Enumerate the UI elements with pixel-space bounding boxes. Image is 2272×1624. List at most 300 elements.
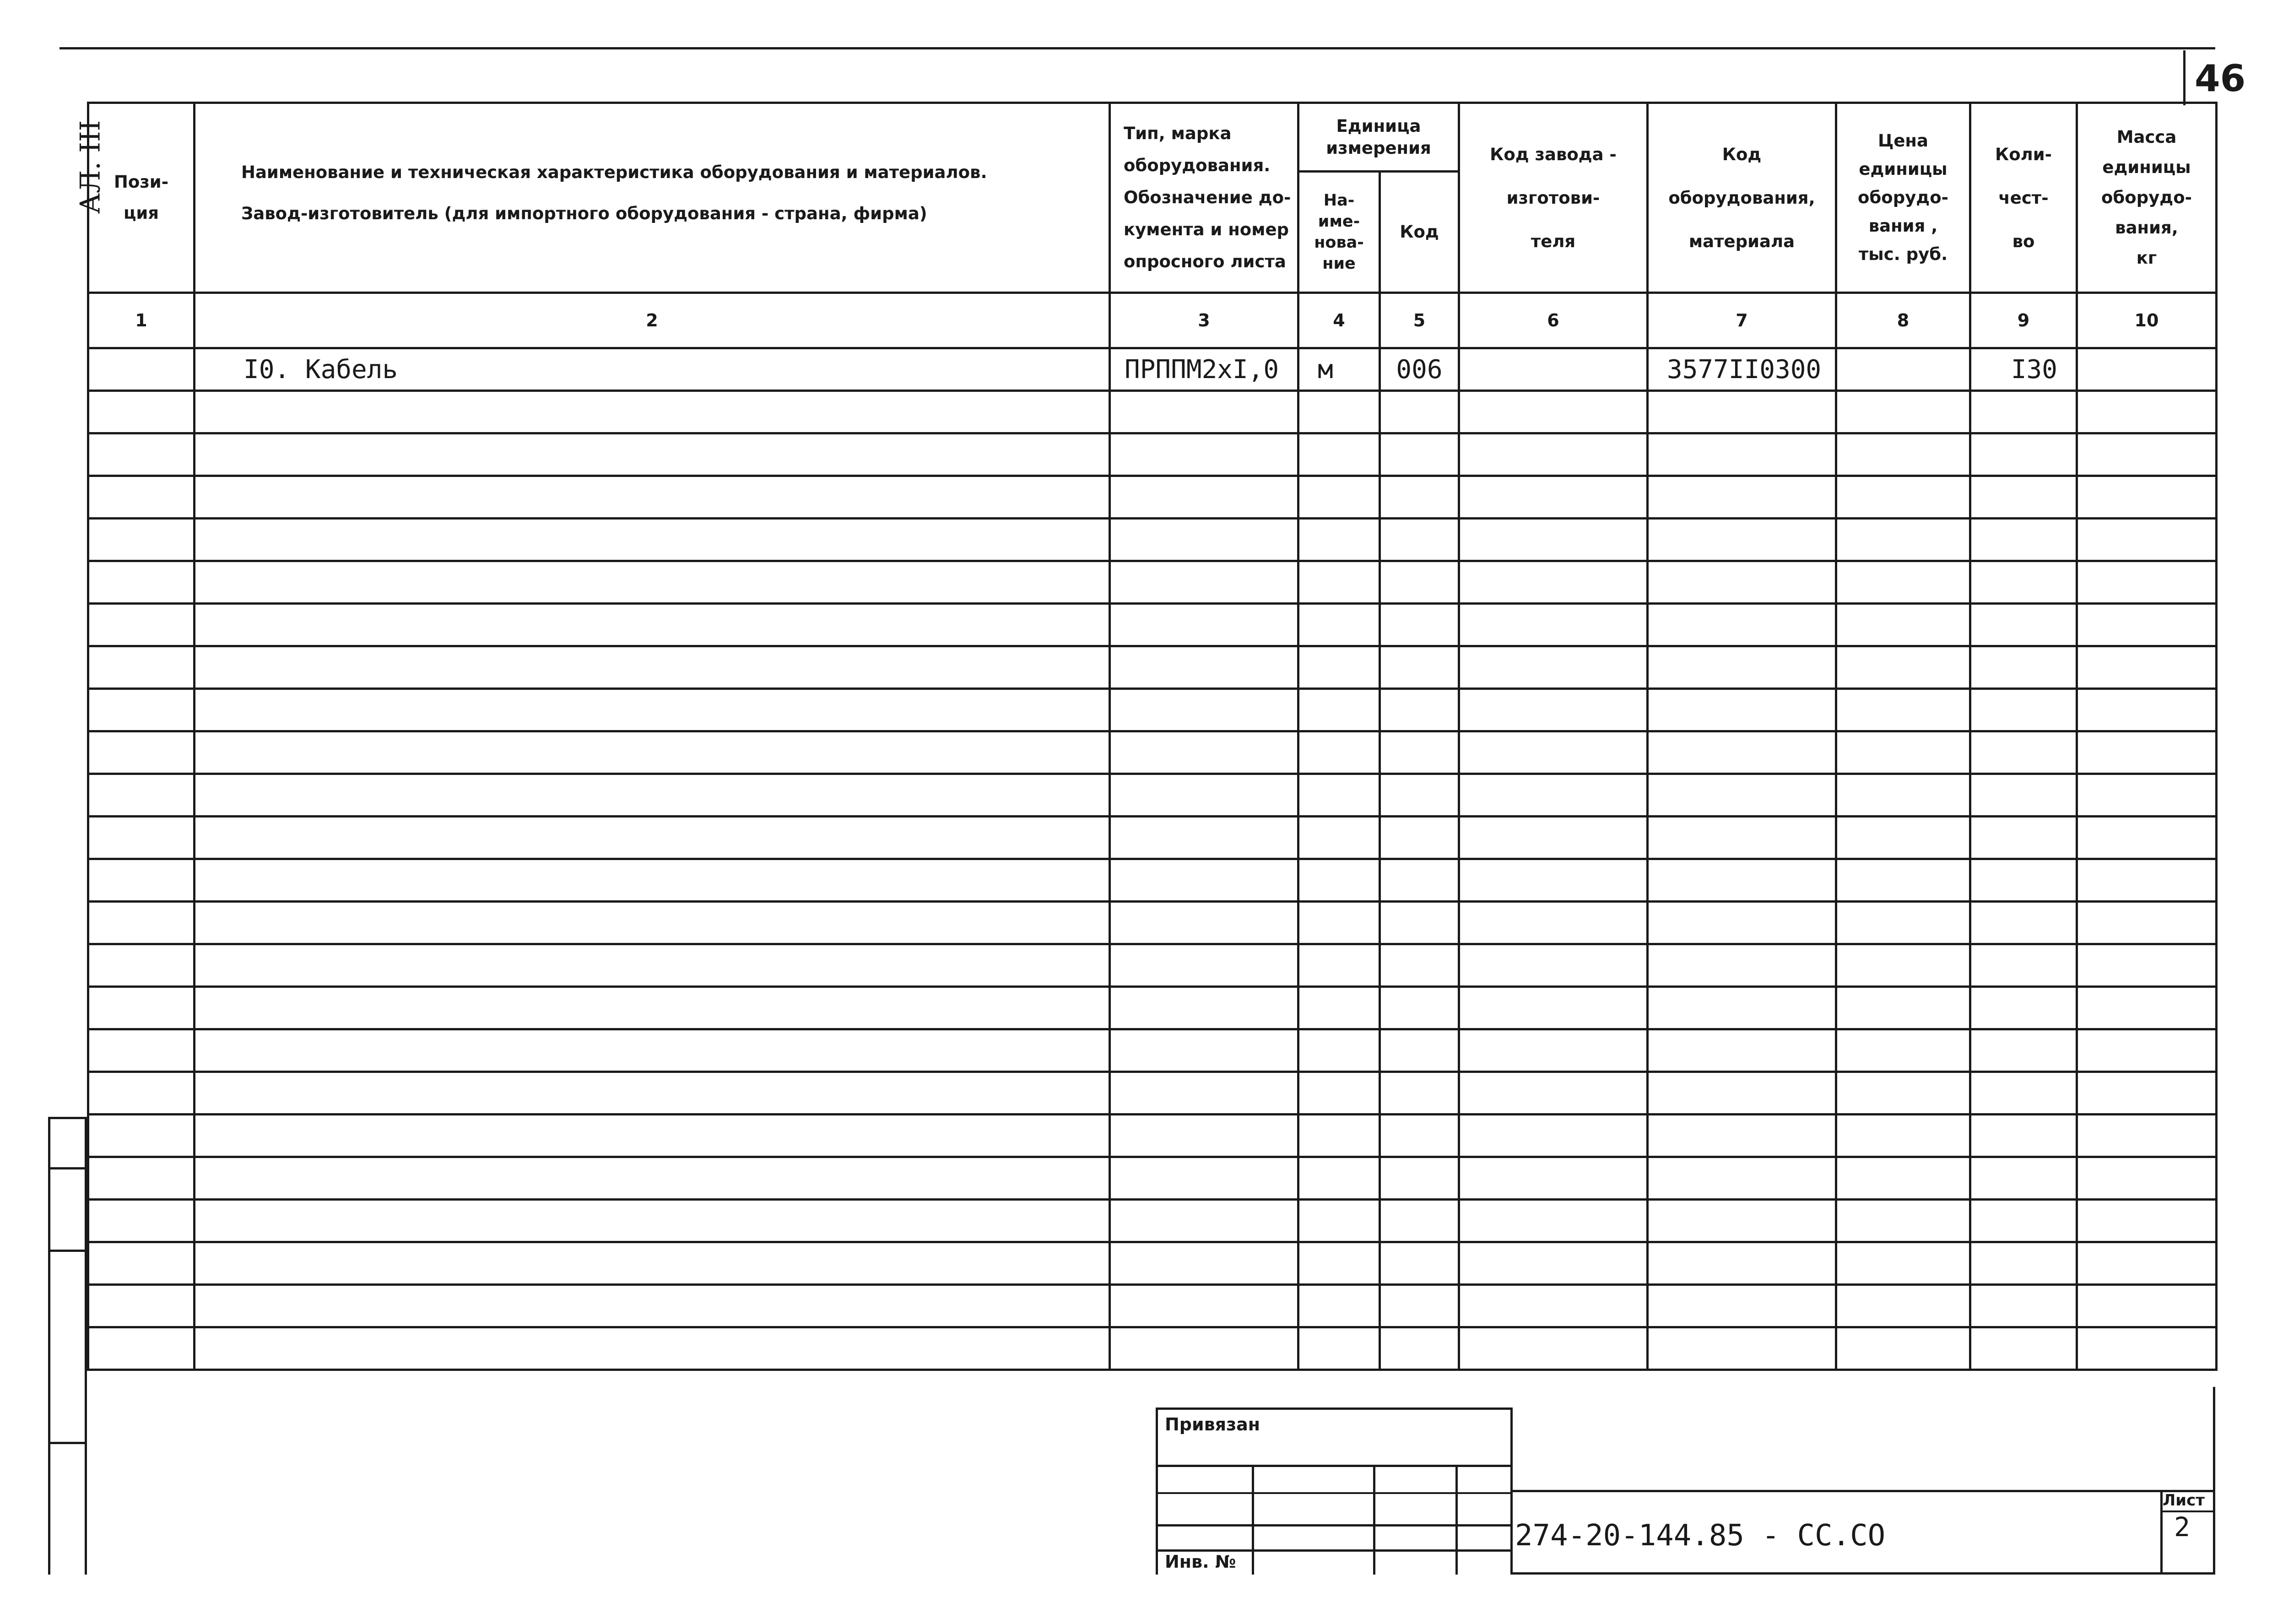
table-row: [88, 561, 2217, 604]
table-cell: [195, 1029, 1110, 1072]
header-unit-code: Код: [1380, 172, 1459, 293]
table-cell: [1648, 859, 1836, 902]
table-cell: [1970, 604, 2077, 646]
column-number: 1: [88, 293, 195, 348]
table-cell: [195, 561, 1110, 604]
table-cell: [1970, 433, 2077, 476]
table-cell: [2077, 944, 2217, 987]
table-cell: [1110, 519, 1298, 561]
cell-mass: [2077, 348, 2217, 391]
table-cell: [1298, 604, 1380, 646]
table-cell: [88, 519, 195, 561]
table-cell: [1648, 817, 1836, 859]
table-cell: [195, 1115, 1110, 1157]
table-cell: [1970, 944, 2077, 987]
table-cell: [1836, 817, 1970, 859]
table-cell: [1459, 1029, 1648, 1072]
table-cell: [1648, 731, 1836, 774]
table-cell: [1459, 817, 1648, 859]
table-cell: [1110, 689, 1298, 731]
document-code: 274-20-144.85 - CC.CO: [1515, 1519, 1886, 1553]
table-cell: [1110, 817, 1298, 859]
empty-rows: [88, 391, 2217, 1370]
table-cell: [1648, 476, 1836, 519]
table-cell: [88, 646, 195, 689]
table-cell: [1970, 646, 2077, 689]
table-cell: [88, 731, 195, 774]
table-cell: [1110, 1242, 1298, 1285]
table-cell: [88, 1327, 195, 1370]
table-cell: [1459, 859, 1648, 902]
stamp-col-3: [1455, 1465, 1458, 1575]
table-cell: [1459, 774, 1648, 817]
column-number: 3: [1110, 293, 1298, 348]
table-cell: [1836, 731, 1970, 774]
table-cell: [1298, 902, 1380, 944]
table-cell: [1970, 476, 2077, 519]
table-row: [88, 731, 2217, 774]
table-cell: [1110, 433, 1298, 476]
header-maker-code: Код завода - изготови- теля: [1459, 103, 1648, 293]
table-cell: [1459, 561, 1648, 604]
table-cell: [2077, 476, 2217, 519]
header-name-line2: Завод-изготовитель (для импортного оборудования - страна, фирма): [241, 204, 927, 223]
table-cell: [1459, 476, 1648, 519]
table-cell: [1380, 391, 1459, 433]
stamp-col-1: [1252, 1465, 1254, 1575]
table-cell: [88, 433, 195, 476]
cell-name: I0. Кабель: [195, 348, 1110, 391]
binding-strip-mid1: [48, 1167, 87, 1169]
table-cell: [2077, 902, 2217, 944]
table-cell: [1648, 944, 1836, 987]
column-number: 8: [1836, 293, 1970, 348]
table-cell: [88, 817, 195, 859]
table-row: [88, 433, 2217, 476]
table-cell: [1380, 817, 1459, 859]
binding-strip-top: [48, 1117, 87, 1119]
table-cell: [1298, 391, 1380, 433]
table-row: [88, 859, 2217, 902]
stamp-col-2: [1373, 1465, 1375, 1575]
table-cell: [1648, 561, 1836, 604]
cell-equip-code: 3577II0300: [1648, 348, 1836, 391]
header-position: Пози- ция: [88, 103, 195, 293]
table-cell: [1459, 902, 1648, 944]
table-cell: [1380, 1327, 1459, 1370]
table-cell: [1110, 1200, 1298, 1242]
table-cell: [195, 391, 1110, 433]
table-cell: [88, 689, 195, 731]
table-cell: [1298, 944, 1380, 987]
table-row: [88, 476, 2217, 519]
table-cell: [1380, 1242, 1459, 1285]
sheet-number: 2: [2174, 1511, 2190, 1543]
table-cell: [1380, 902, 1459, 944]
table-cell: [1836, 987, 1970, 1029]
table-cell: [1648, 646, 1836, 689]
table-cell: [1836, 1242, 1970, 1285]
table-cell: [1459, 1157, 1648, 1200]
table-row: [88, 1327, 2217, 1370]
table-cell: [1298, 1327, 1380, 1370]
header-name: [195, 103, 1110, 293]
table-cell: [2077, 1029, 2217, 1072]
table-cell: [1110, 561, 1298, 604]
table-cell: [195, 944, 1110, 987]
table-cell: [1298, 987, 1380, 1029]
sheet-label: Лист: [2163, 1491, 2205, 1510]
column-number-row: [88, 293, 2217, 348]
table-row: [88, 604, 2217, 646]
table-cell: [2077, 817, 2217, 859]
table-cell: [1380, 604, 1459, 646]
table-cell: [1970, 1115, 2077, 1157]
table-cell: [1380, 476, 1459, 519]
table-row: [88, 987, 2217, 1029]
table-cell: [1648, 1327, 1836, 1370]
table-cell: [195, 817, 1110, 859]
table-cell: [2077, 391, 2217, 433]
table-cell: [2077, 519, 2217, 561]
table-cell: [1970, 561, 2077, 604]
table-cell: [1970, 1072, 2077, 1115]
table-cell: [1298, 731, 1380, 774]
table-row: [88, 902, 2217, 944]
table-cell: [2077, 646, 2217, 689]
table-cell: [1298, 519, 1380, 561]
table-cell: [1836, 1072, 1970, 1115]
table-cell: [88, 1072, 195, 1115]
table-cell: [1648, 1285, 1836, 1327]
table-row: [88, 1157, 2217, 1200]
table-cell: [1380, 561, 1459, 604]
binding-strip-mid2: [48, 1250, 87, 1252]
table-cell: [1110, 476, 1298, 519]
table-cell: [1110, 902, 1298, 944]
table-cell: [1836, 604, 1970, 646]
table-cell: [1110, 1072, 1298, 1115]
table-row: [88, 689, 2217, 731]
table-cell: [1298, 1115, 1380, 1157]
cell-qty: I30: [1970, 348, 2077, 391]
table-row: [88, 391, 2217, 433]
table-cell: [1459, 1285, 1648, 1327]
table-cell: [1648, 987, 1836, 1029]
table-cell: [2077, 1115, 2217, 1157]
table-cell: [1648, 1072, 1836, 1115]
table-cell: [2077, 1327, 2217, 1370]
table-cell: [1110, 1285, 1298, 1327]
table-cell: [1970, 1285, 2077, 1327]
column-number: 2: [195, 293, 1110, 348]
cell-type: ПРППМ2хI,0: [1110, 348, 1298, 391]
table-cell: [1836, 1029, 1970, 1072]
table-cell: [1380, 1200, 1459, 1242]
table-cell: [1459, 731, 1648, 774]
table-cell: [1648, 1115, 1836, 1157]
table-cell: [1648, 689, 1836, 731]
table-cell: [1380, 1115, 1459, 1157]
bottom-border: [1510, 1572, 2215, 1575]
table-cell: [1648, 1242, 1836, 1285]
table-cell: [2077, 987, 2217, 1029]
table-cell: [1648, 604, 1836, 646]
table-cell: [1970, 731, 2077, 774]
table-row: [88, 1115, 2217, 1157]
header-equip-code: Код оборудования, материала: [1648, 103, 1836, 293]
table-cell: [1836, 944, 1970, 987]
table-cell: [1970, 391, 2077, 433]
table-cell: [88, 561, 195, 604]
table-cell: [1970, 689, 2077, 731]
stamp-top: [1156, 1407, 1510, 1410]
header-mass: Масса единицы оборудо- вания, кг: [2077, 103, 2217, 293]
table-cell: [2077, 1200, 2217, 1242]
table-cell: [1298, 561, 1380, 604]
table-cell: [88, 476, 195, 519]
table-cell: [1836, 859, 1970, 902]
table-cell: [1110, 391, 1298, 433]
table-cell: [1459, 391, 1648, 433]
table-cell: [1648, 433, 1836, 476]
table-cell: [1298, 646, 1380, 689]
table-row: [88, 774, 2217, 817]
code-box-top: [1510, 1490, 2215, 1492]
table-cell: [1459, 646, 1648, 689]
table-cell: [1970, 1029, 2077, 1072]
table-cell: [195, 731, 1110, 774]
cell-unit-name: м: [1298, 348, 1380, 391]
column-number: 6: [1459, 293, 1648, 348]
table-cell: [2077, 604, 2217, 646]
header-type: Тип, марка оборудования. Обозначение до- кумента и номер опросного листа: [1110, 103, 1298, 293]
header-name-line1: Наименование и техническая характеристика оборудования и материалов.: [241, 162, 987, 182]
table-cell: [2077, 1242, 2217, 1285]
table-cell: [1648, 1029, 1836, 1072]
header-price: Цена единицы оборудо- вания , тыс. руб.: [1836, 103, 1970, 293]
table-cell: [1970, 817, 2077, 859]
table-cell: [1648, 519, 1836, 561]
table-cell: [1380, 944, 1459, 987]
table-cell: [1380, 1157, 1459, 1200]
table-cell: [1110, 1115, 1298, 1157]
table-cell: [88, 1285, 195, 1327]
table-cell: [195, 1072, 1110, 1115]
header-qty: Коли- чест- во: [1970, 103, 2077, 293]
table-cell: [195, 1157, 1110, 1200]
table-cell: [1836, 391, 1970, 433]
header-unit-name: На- име- нова- ние: [1298, 172, 1380, 293]
header-row-1: [88, 103, 2217, 172]
table-cell: [1648, 902, 1836, 944]
table-cell: [1648, 1157, 1836, 1200]
table-row: [88, 1242, 2217, 1285]
table-cell: [1110, 1327, 1298, 1370]
table-cell: [1110, 1029, 1298, 1072]
table-cell: [2077, 1157, 2217, 1200]
column-number: 4: [1298, 293, 1380, 348]
table-cell: [2077, 433, 2217, 476]
table-cell: [1459, 987, 1648, 1029]
table-cell: [1380, 519, 1459, 561]
header-unit-group: Единица измерения: [1298, 103, 1459, 172]
table-cell: [1459, 944, 1648, 987]
table-cell: [1110, 1157, 1298, 1200]
table-cell: [1970, 987, 2077, 1029]
table-cell: [1970, 1200, 2077, 1242]
table-cell: [1380, 646, 1459, 689]
table-cell: [1298, 689, 1380, 731]
table-cell: [195, 519, 1110, 561]
table-cell: [1836, 433, 1970, 476]
page-number-box-left: [2183, 50, 2185, 105]
table-cell: [1110, 944, 1298, 987]
table-cell: [1836, 561, 1970, 604]
table-cell: [1110, 731, 1298, 774]
table-cell: [2077, 859, 2217, 902]
table-cell: [1836, 1200, 1970, 1242]
table-cell: [1459, 1072, 1648, 1115]
column-number: 9: [1970, 293, 2077, 348]
table-cell: [88, 1157, 195, 1200]
table-cell: [1298, 859, 1380, 902]
table-cell: [1380, 859, 1459, 902]
table-cell: [88, 1242, 195, 1285]
table-cell: [1298, 1029, 1380, 1072]
table-cell: [1298, 774, 1380, 817]
table-cell: [88, 1029, 195, 1072]
table-cell: [1970, 1327, 2077, 1370]
table-cell: [2077, 561, 2217, 604]
table-cell: [1380, 433, 1459, 476]
table-cell: [2077, 1072, 2217, 1115]
column-number: 5: [1380, 293, 1459, 348]
table-cell: [1459, 689, 1648, 731]
table-cell: [88, 391, 195, 433]
right-border: [2213, 1387, 2215, 1575]
table-cell: [88, 604, 195, 646]
table-cell: [1380, 774, 1459, 817]
table-cell: [88, 1115, 195, 1157]
table-cell: [1970, 1157, 2077, 1200]
cell-position: [88, 348, 195, 391]
table-cell: [1836, 689, 1970, 731]
specification-table: [87, 102, 2218, 1371]
table-cell: [88, 859, 195, 902]
stamp-bound-label: Привязан: [1165, 1414, 1260, 1435]
table-cell: [195, 859, 1110, 902]
table-cell: [1459, 1200, 1648, 1242]
table-cell: [1459, 519, 1648, 561]
table-cell: [195, 689, 1110, 731]
table-cell: [1380, 1072, 1459, 1115]
table-cell: [2077, 1285, 2217, 1327]
table-cell: [1970, 902, 2077, 944]
table-cell: [1380, 987, 1459, 1029]
table-cell: [195, 1242, 1110, 1285]
table-cell: [195, 646, 1110, 689]
table-cell: [1459, 1115, 1648, 1157]
table-cell: [1970, 774, 2077, 817]
table-cell: [1648, 774, 1836, 817]
table-cell: [1110, 987, 1298, 1029]
table-cell: [2077, 774, 2217, 817]
table-cell: [195, 774, 1110, 817]
table-cell: [1836, 774, 1970, 817]
table-cell: [1298, 1072, 1380, 1115]
table-cell: [1459, 1327, 1648, 1370]
table-row: [88, 348, 2217, 391]
cell-unit-code: 006: [1380, 348, 1459, 391]
top-border: [60, 47, 2215, 49]
stamp-inv-label: Инв. №: [1165, 1552, 1236, 1572]
table-cell: [195, 987, 1110, 1029]
table-cell: [195, 1200, 1110, 1242]
table-cell: [195, 433, 1110, 476]
table-row: [88, 944, 2217, 987]
table-cell: [88, 944, 195, 987]
table-cell: [1459, 604, 1648, 646]
table-cell: [2077, 689, 2217, 731]
table-cell: [1298, 1200, 1380, 1242]
table-cell: [1110, 646, 1298, 689]
table-cell: [195, 476, 1110, 519]
table-cell: [1298, 1285, 1380, 1327]
table-cell: [1380, 689, 1459, 731]
table-cell: [195, 604, 1110, 646]
table-cell: [1110, 604, 1298, 646]
table-cell: [1380, 1285, 1459, 1327]
side-label: АЛ. III: [74, 120, 107, 214]
table-cell: [88, 1200, 195, 1242]
table-cell: [1836, 1157, 1970, 1200]
table-cell: [88, 774, 195, 817]
table-cell: [1110, 859, 1298, 902]
table-cell: [1836, 1115, 1970, 1157]
table-row: [88, 519, 2217, 561]
cell-price: [1836, 348, 1970, 391]
table-cell: [1380, 731, 1459, 774]
table-cell: [1836, 646, 1970, 689]
table-cell: [1298, 817, 1380, 859]
table-cell: [1970, 859, 2077, 902]
table-cell: [1836, 1327, 1970, 1370]
table-row: [88, 646, 2217, 689]
binding-strip-left: [48, 1117, 50, 1575]
table-cell: [1836, 476, 1970, 519]
table-cell: [1380, 1029, 1459, 1072]
table-row: [88, 1200, 2217, 1242]
cell-maker-code: [1459, 348, 1648, 391]
table-cell: [195, 1285, 1110, 1327]
page-number: 46: [2195, 57, 2246, 100]
table-cell: [1648, 391, 1836, 433]
table-cell: [195, 1327, 1110, 1370]
table-cell: [1298, 476, 1380, 519]
table-cell: [1459, 433, 1648, 476]
column-number: 7: [1648, 293, 1836, 348]
table-cell: [1298, 433, 1380, 476]
table-cell: [1298, 1157, 1380, 1200]
table-cell: [1970, 1242, 2077, 1285]
table-cell: [2077, 731, 2217, 774]
binding-strip-mid3: [48, 1442, 87, 1444]
table-cell: [1648, 1200, 1836, 1242]
table-row: [88, 817, 2217, 859]
table-cell: [1836, 519, 1970, 561]
table-cell: [88, 902, 195, 944]
